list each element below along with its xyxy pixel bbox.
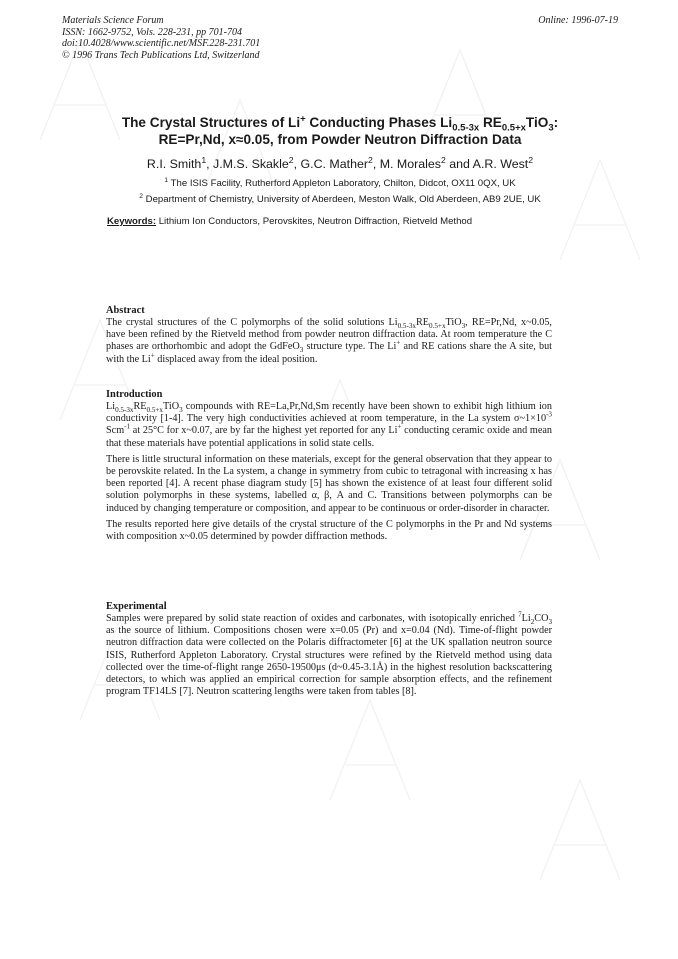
copyright-line: © 1996 Trans Tech Publications Ltd, Switzerland (62, 49, 260, 61)
abstract-section (106, 304, 552, 366)
paper-title (40, 114, 640, 148)
intro-paragraph-3: The results reported here give details of the crystal structure of the C polymorphs in the Pr and Nd systems with composition x~0.05 determined by powder diffraction methods. (106, 518, 552, 543)
issn-line: ISSN: 1662-9752, Vols. 228-231, pp 701-704 (62, 26, 242, 38)
affiliation-1: $^1$ The ISIS Facility, Rutherford Appleton Laboratory, Chilton, Didcot, OX11 0QX, UK (164, 176, 516, 189)
experimental-heading: Experimental (106, 601, 167, 612)
title-line-1: The Crystal Structures of Li+ Conducting Phases $Li_{0.5-3x}$ $RE_{0.5+x}TiO_3$: (121, 113, 559, 134)
experimental-paragraph: Samples were prepared by solid state reaction of oxides and carbonates, with isotopically enriched $^7Li_2CO_3$ as the source of lithium. Compositions chosen were x=0.05 (Pr) and x=0.04 (Nd). Time-of-flight powder neutron diffraction data were collected on the Polaris diffractometer [6] at the UK spallation neutron source ISIS, Rutherford Appleton Laboratory. Crystal structures were refined by the Rietveld method using data collected over the time-of-flight range 2650-19500μs (d~0.45-3.1Å) in the highest resolution backscattering detectors, to which was applied an empirical correction for sample absorption effects, and the refinement program TF14LS [7]. Neutron scattering lengths were taken from tables [8]. (106, 610, 552, 698)
introduction-section (106, 388, 552, 543)
doi-link[interactable]: doi:10.4028/www.scientific.net/MSF.228-231.701 (62, 38, 261, 49)
affiliation-2: $^2$ Department of Chemistry, University of Aberdeen, Meston Walk, Old Aberdeen, AB9 2UE, UK (139, 192, 541, 205)
experimental-section (106, 600, 552, 698)
abstract-text: The crystal structures of the C polymorphs of the solid solutions $Li_{0.5-3x}RE_{0.5+x}TiO_3$, RE=Pr,Nd, x~0.05, have been refined by the Rietveld method from powder neutron diffraction data. At room temperature the C phases are orthorhombic and adopt the GdFeO$_3$ structure type. The Li+ and RE cations share the A site, but with the Li+ displaced away from the ideal position. (106, 317, 553, 365)
keywords-label: Keywords: (107, 216, 157, 227)
online-date: Online: 1996-07-19 (538, 15, 618, 26)
abstract-heading: Abstract (106, 305, 145, 316)
journal-name: Materials Science Forum (62, 15, 164, 26)
title-line-2: RE=Pr,Nd, x≈0.05, from Powder Neutron Diffraction Data (158, 132, 522, 147)
intro-paragraph-2: There is little structural information on these materials, except for the general observation that they appear to be perovskite related. In the La system, a change in symmetry from cubic to tetragonal with increasing x has been reported [4]. A recent phase diagram study [5] has shown the existence of at least four different solid solution polymorphs in these systems, labelled α, β, A and C. Transitions between polymorphs can be induced by changing temperature or composition, and appear to be continuous or order-disorder in character. (106, 453, 552, 514)
intro-paragraph-1: $Li_{0.5-3x}RE_{0.5+x}TiO_3$ compounds with RE=La,Pr,Nd,Sm recently have been shown to exhibit high lithium ion conductivity [1-4]. The very high conductivities achieved at room temperature, in the La system $\sigma\sim 1\times 10^{-3}$ Scm$^{-1}$ at 25°C for x~0.07, are by far the highest yet reported for any Li+ conducting ceramic oxide and mean that these materials have potential applications in solid state cells. (106, 401, 552, 449)
introduction-heading: Introduction (106, 389, 163, 400)
keywords-text: Lithium Ion Conductors, Perovskites, Neutron Diffraction, Rietveld Method (156, 216, 473, 227)
keywords (107, 216, 472, 227)
journal-header (62, 15, 260, 61)
author-list: R.I. Smith$^1$, J.M.S. Skakle$^2$, G.C. Mather$^2$, M. Morales$^2$ and A.R. West$^2$ (146, 154, 534, 171)
